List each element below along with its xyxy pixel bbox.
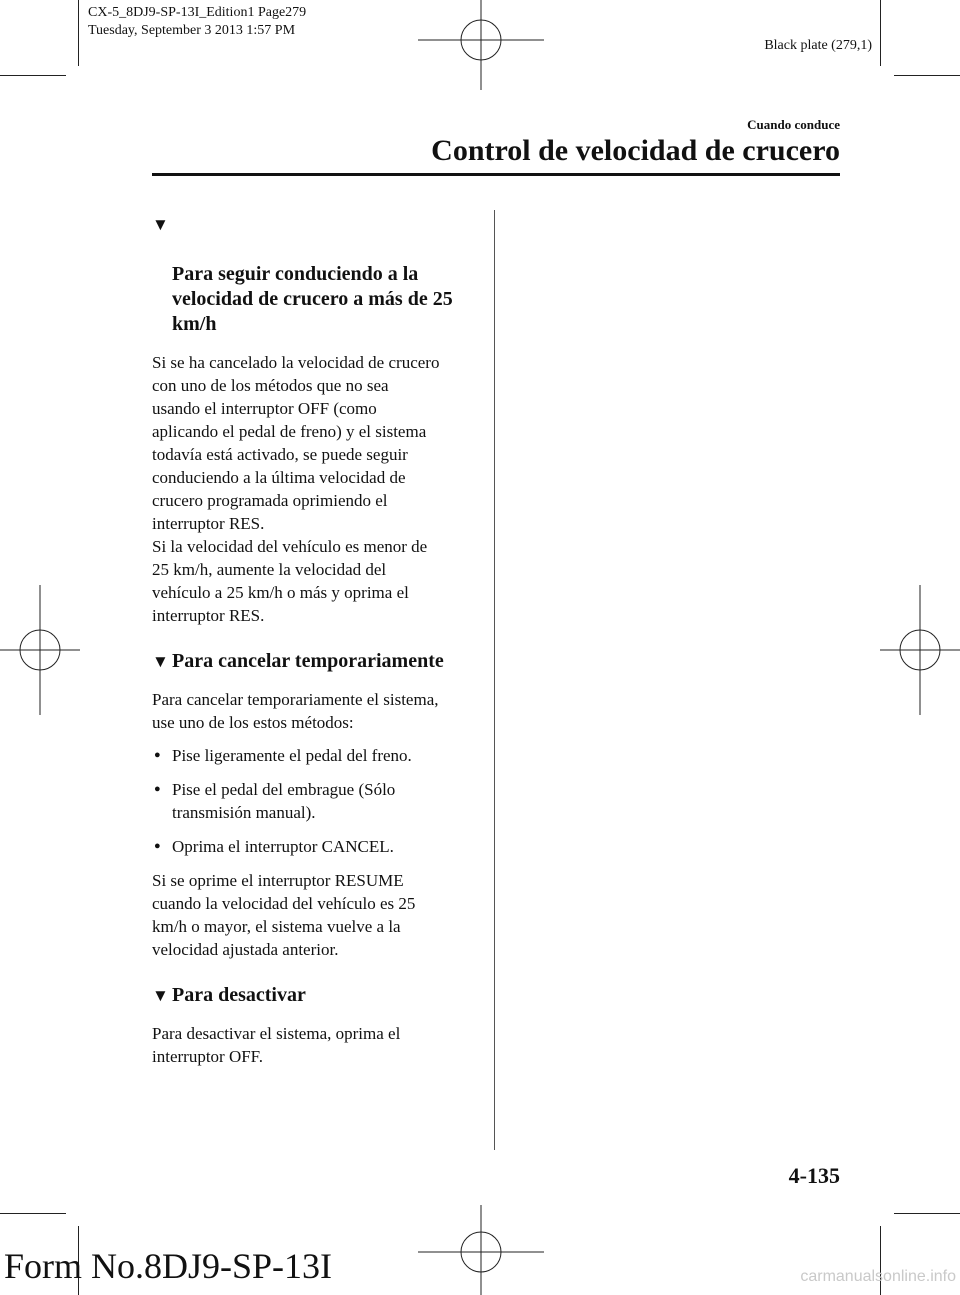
slug-line-1: CX-5_8DJ9-SP-13I_Edition1 Page279 [88, 5, 307, 20]
crop-mark [0, 75, 66, 76]
body-paragraph: Si se oprime el interruptor RESUME cuando la velocidad del vehículo es 25 km/h o mayor, el sistema vuelve a la velocidad ajustada anterior. [152, 871, 416, 959]
heading-text: Para seguir conduciendo a la velocidad de crucero a más de 25 km/h [172, 263, 453, 335]
left-column [152, 212, 472, 1068]
section-label: Cuando conduce [747, 117, 840, 132]
registration-mark-right [880, 585, 960, 715]
heading-text: Para cancelar temporariamente [172, 650, 444, 672]
triangle-icon: ▼ [152, 986, 169, 1005]
bullet-list [152, 744, 472, 858]
page-title: Control de velocidad de crucero [431, 134, 840, 167]
printer-slug [88, 4, 306, 40]
column-divider [494, 210, 495, 1150]
section-heading [152, 983, 472, 1008]
body-paragraph: Para desactivar el sistema, oprima el interruptor OFF. [152, 1024, 401, 1066]
body-paragraph: Para cancelar temporariamente el sistema, use uno de los estos métodos: [152, 690, 439, 732]
slug-line-2: Tuesday, September 3 2013 1:57 PM [88, 23, 296, 38]
bullet-icon: ● [154, 840, 161, 852]
crop-mark [0, 1213, 66, 1214]
crop-mark [880, 0, 881, 66]
list-item-text: Oprima el interruptor CANCEL. [172, 837, 394, 856]
form-number: Form No.8DJ9-SP-13I [4, 1246, 333, 1286]
list-item [152, 744, 472, 767]
crop-mark [894, 75, 960, 76]
list-item-text: Pise el pedal del embrague (Sólo transmisión manual). [172, 780, 396, 822]
page-number: 4-135 [788, 1163, 840, 1188]
heading-text: Para desactivar [172, 984, 306, 1006]
triangle-icon: ▼ [152, 652, 169, 671]
registration-mark-left [0, 585, 80, 715]
section-heading [152, 212, 472, 337]
watermark: carmanualsonline.info [800, 1268, 956, 1285]
bullet-icon: ● [154, 783, 161, 795]
plate-label: Black plate (279,1) [764, 38, 872, 53]
registration-mark-top [418, 0, 544, 90]
header-rule [152, 173, 840, 176]
registration-mark-bottom [418, 1205, 544, 1295]
section-heading [152, 649, 472, 674]
triangle-icon: ▼ [152, 215, 169, 234]
bullet-icon: ● [154, 749, 161, 761]
list-item [152, 778, 472, 824]
crop-mark [78, 0, 79, 66]
list-item [152, 835, 472, 858]
crop-mark [894, 1213, 960, 1214]
body-paragraph: Si se ha cancelado la velocidad de crucero con uno de los métodos que no sea usando el interruptor OFF (como aplicando el pedal de freno) y el sistema todavía está activado, se puede seguir conduciendo a la última velocidad de crucero programada oprimiendo el interruptor RES. Si la velocidad del vehículo es menor de 25 km/h, aumente la velocidad del vehículo a 25 km/h o más y oprima el interruptor RES. [152, 353, 440, 625]
list-item-text: Pise ligeramente el pedal del freno. [172, 746, 412, 765]
